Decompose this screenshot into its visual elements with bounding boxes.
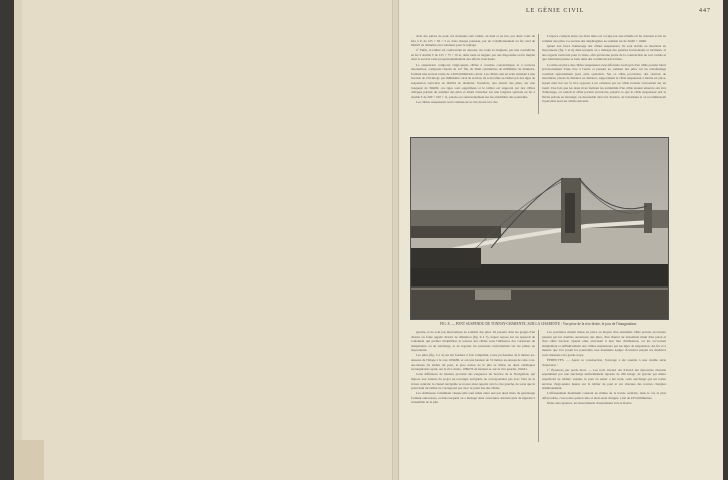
paragraph: Cette différence de hauteur provient des exigences du Service de la Navigation, qui impose aux auteurs du projet un rectangle navigable ne correspondant pas avec l'axe de la travée centrale; le chenal navigable se trouve ainsi reporté vers la rive gauche, de sorte que le point haut du tablier ne correspond pas avec le point bas des câbles. [411, 372, 535, 391]
column-divider [538, 330, 539, 442]
paragraph: Dans cette épreuve, les mouvements d'assurement vers le fleuve [547, 400, 632, 405]
paragraph: ÉPREUVES. — Après sa construction, l'ouvrage a été soumis à une double série d'épreuves : [542, 358, 666, 367]
paragraph: L'espace compris entre ces deux murs est occupé par une échelle en fer donnant accès au sommet des piles. La section des diaphragmes au sommet est de 2m40 × 1m90. [542, 34, 666, 43]
column-divider [538, 34, 539, 114]
journal-title: LE GÉNIE CIVIL [526, 8, 585, 14]
paragraph: L'affaissement maximum constaté au milieu de la travée centrale, dans le cas le plus défavorable, c'est-à-dire quand celle-ci était seule chargée, a été de 435 millimètres. [542, 391, 666, 400]
text-column-top-left [411, 34, 535, 105]
bridge-photograph [410, 137, 669, 320]
text-column-bottom-right [542, 330, 666, 406]
underlying-page-edge [14, 440, 44, 480]
paragraph: La suspension comporte vingt-quatre câbles à couches concentriques et à torsions alternatives, composés chacun de 127 fils, de 3mm centimètres de millimètre de diamètre, formant une section totale de 1.200 millimètres carrés. Les câbles sont en acier résistant à une traction de 150 kilogr. par millimètre carré de section; ils sont reliés au tablier par des tiges de suspension verticales de 0m024 de diamètre. Toutefois, aux abords des piles, sur une longueur de 30m00, ces tiges sont supprimées et le tablier est supporté par des câbles obliques partant du sommet des piles et allant s'attacher sur une longrine spéciale en fer à double T de 200 × 100 × 11, placée en contreventement sur les extrémités des poutrelles. [411, 62, 535, 99]
paragraph: 2º Enfin, le tablier est contreventé en dessous, sur toute sa longueur, par une contrefiche en fer à double T de 125 × 75 × 10 et, dans toute sa largeur, par des diagonales en fer méplat dont la section varie proportionnellement aux efforts tranchants. [411, 48, 535, 62]
paragraph: Les câbles suspenseurs sont continus de la rive droite à la rive [416, 99, 498, 104]
paragraph: gauche, et ne sont pas interrompus au sommet des piles. Ils passent dans les gorges d'un chariot en fonte appelé chariot de dilatation (fig. 9 à 7), lequel repose sur un appareil de roulement qui permet d'équilibrer la tension des câbles sous l'influence des variations de température ou de surcharge, et de reporter les pressions verticalement sur les piliers en maçonnerie. [411, 330, 535, 353]
paragraph: droit des pièces de pont; les montants sont réunis, en haut et en bas, par deux cours de fers à U de 125 × 50 × 5 et, dans chaque panneau, par un croisillonnement en fer rond de 0m025 de diamètre avec tendeurs pour le réglage. [411, 34, 535, 48]
paragraph: Les obélisques constituant chaque pile sont reliés entre eux par deux murs de garnissage formant entretoises, et dans lesquels on a ménagé deux ouvertures donnant plus de légèreté à l'ensemble de la pile. [411, 391, 535, 405]
paragraph: 1º Épreuves par poids mort. — Les trois travées ont d'abord été éprouvées chacune séparément par une surcharge uniformément répartie de 200 kilogr. de gravier par mètre superficiel de tablier; ensuite, le pont en entier a été isolé, cette surcharge qui est restée environ vingt-quatre heures sur le tablier du pont et sur chacune des travées chargées simultanément. [542, 367, 666, 391]
paragraph: La mise en place des câbles suspenseurs s'est effectuée au moyen d'un câble porteur lancé provisoirement d'une rive à l'autre et passant au sommet des piles sur un échafaudage construit spécialement pour cette opération. Sur ce câble provisoire, des chariots de lancement, placés de distance en distance, supportaient le câble suspenseur à mettre en place, lequel était tiré sur la rive opposée à un cabestan par un câble tracteur s'enroulant sur un treuil. Une fois que les deux rives formant les extrémités d'un câble étaient amarrés aux fers d'amarrage, on roulait le câble porteur provisoire, jusqu'à ce que le câble suspenseur prît la flèche prévue au montage; on descendait alors les chariots, de lancement et on recommençait l'opération pour les câbles suivants. [542, 62, 666, 104]
text-column-top-right [542, 34, 666, 104]
left-page [14, 0, 398, 480]
left-page-blank-sheet [22, 0, 393, 480]
paragraph: Les poutrelles étaient mises en place au moyen d'un deuxième câble porteur provisoire passant par les doubles ouvertures des piles, d'un chariot de lancement muni d'un palan et d'un câble tracteur. Quand elles arrivaient à leur lieu d'utilisation, on les accrochait simplement et définitivement aux câbles suspenseurs par les tiges de suspension. Au fur et à mesure que l'on posait les poutrelles, une deuxième équipe d'ouvriers plaçait les madriers sous chaussée et le garde-corps. [542, 330, 666, 357]
paragraph: Quant aux blocs d'amarrage des câbles suspenseurs, ils sont établis en moellons en maçonnerie (fig. 5 et 6) dans lesquels on a ménagé des galeries horizontales et inclinées, et des regards verticaux pour la visite, afin qu'aucune partie de la construction ne soit cachée et que l'entretien puisse se faire dans des conditions très faciles. [542, 43, 666, 62]
right-page [398, 0, 723, 480]
figure-caption: FIG. 8. — PONT SUSPENDU DE TONNAY-CHARENTE, SUR LA CHARENTE : Vue prise de la rive droite, le jour de l'inauguration. [440, 322, 637, 326]
page-number: 447 [699, 8, 711, 14]
paragraph: Les piles (fig. 3 à 4) ont été fondées à l'air comprimé, à une profondeur de 6 mètres au-dessous de l'étiage à la cote 103m80, et ont une hauteur de 31 mètres au-dessus de cette cote. Au-dessus du tablier du pont, le gros œuvre de la pile se divise en deux obélisques rectangulaires ayant, sur la rive droite, 108m76 de hauteur et, sur la rive gauche, 25m31. [411, 353, 535, 372]
text-column-bottom-left [411, 330, 535, 406]
